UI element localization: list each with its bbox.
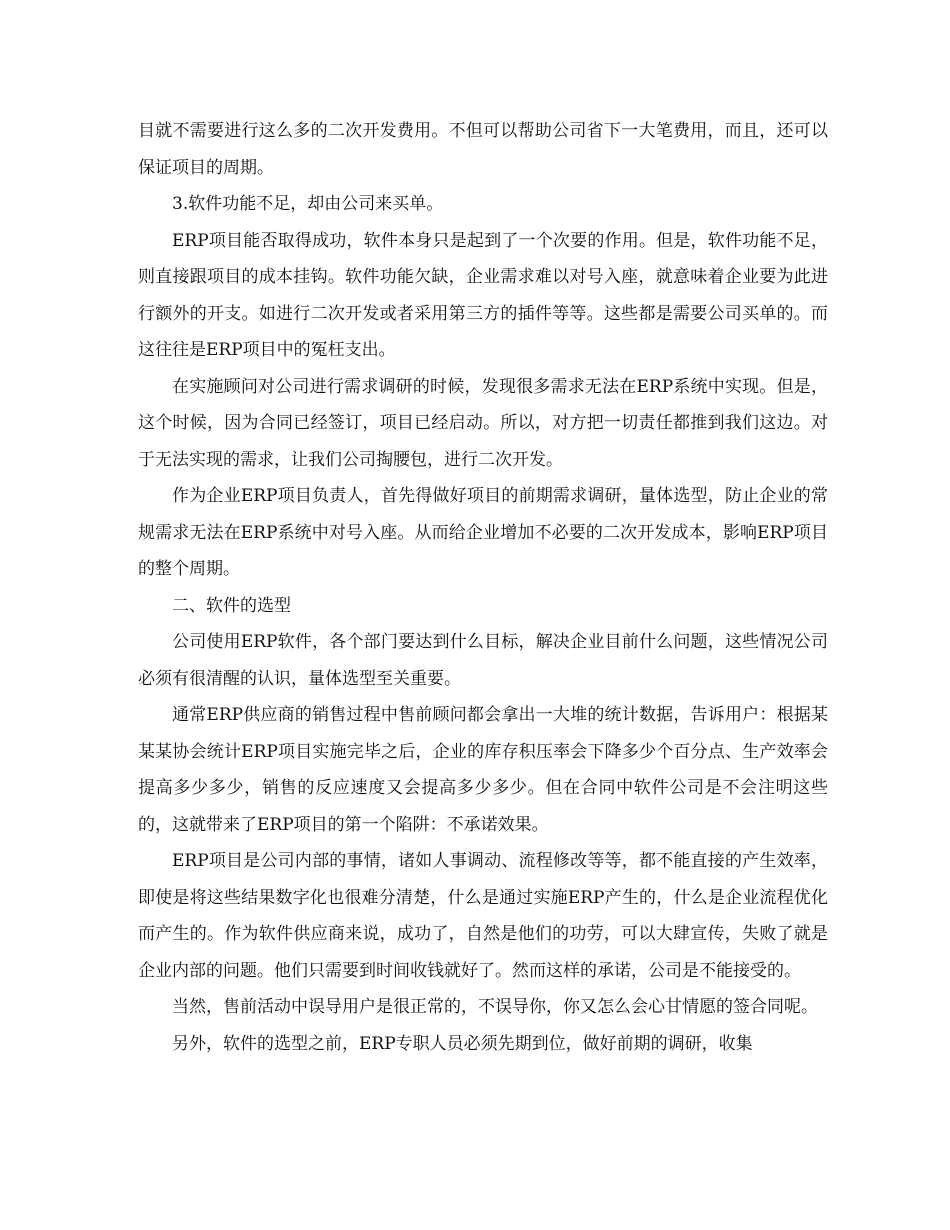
paragraph-continuation: 目就不需要进行这么多的二次开发费用。不但可以帮助公司省下一大笔费用，而且，还可以保证项目的周期。	[138, 121, 828, 178]
paragraph: 另外，软件的选型之前，ERP专职人员必须先期到位，做好前期的调研，收集	[172, 1033, 753, 1054]
paragraph: 在实施顾问对公司进行需求调研的时候，发现很多需求无法在ERP系统中实现。但是，这个时候，因为合同已经签订，项目已经启动。所以，对方把一切责任都推到我们这边。对于无法实现的需求，让我们公司掏腰包，进行二次开发。	[138, 376, 828, 470]
paragraph: 当然，售前活动中误导用户是很正常的，不误导你，你又怎么会心甘情愿的签合同呢。	[172, 997, 818, 1017]
paragraph: ERP项目是公司内部的事情，诸如人事调动、流程修改等等，都不能直接的产生效率，即使是将这些结果数字化也很难分清楚，什么是通过实施ERP产生的，什么是企业流程优化而产生的。作为软件供应商来说，成功了，自然是他们的功劳，可以大肆宣传，失败了就是企业内部的问题。他们只需要到时间收钱就好了。然而这样的承诺，公司是不能接受的。	[138, 851, 828, 981]
paragraph: 作为企业ERP项目负责人，首先得做好项目的前期需求调研，量体选型，防止企业的常规需求无法在ERP系统中对号入座。从而给企业增加不必要的二次开发成本，影响ERP项目的整个周期。	[138, 486, 828, 579]
paragraph: ERP项目能否取得成功，软件本身只是起到了一个次要的作用。但是，软件功能不足，则直接跟项目的成本挂钩。软件功能欠缺，企业需求难以对号入座，就意味着企业要为此进行额外的开支。如进行二次开发或者采用第三方的插件等等。这些都是需要公司买单的。而这往往是ERP项目中的冤枉支出。	[138, 230, 828, 360]
document-body	[138, 113, 828, 1062]
section-heading-3: 3.软件功能不足，却由公司来买单。	[172, 194, 444, 214]
paragraph: 公司使用ERP软件，各个部门要达到什么目标，解决企业目前什么问题，这些情况公司必须有很清醒的认识，量体选型至关重要。	[138, 632, 828, 689]
paragraph: 通常ERP供应商的销售过程中售前顾问都会拿出一大堆的统计数据，告诉用户：根据某某某协会统计ERP项目实施完毕之后，企业的库存积压率会下降多少个百分点、生产效率会提高多少多少，销售的反应速度又会提高多少多少。但在合同中软件公司是不会注明这些的，这就带来了ERP项目的第一个陷阱：不承诺效果。	[138, 705, 828, 835]
section-heading-2: 二、软件的选型	[172, 595, 291, 616]
